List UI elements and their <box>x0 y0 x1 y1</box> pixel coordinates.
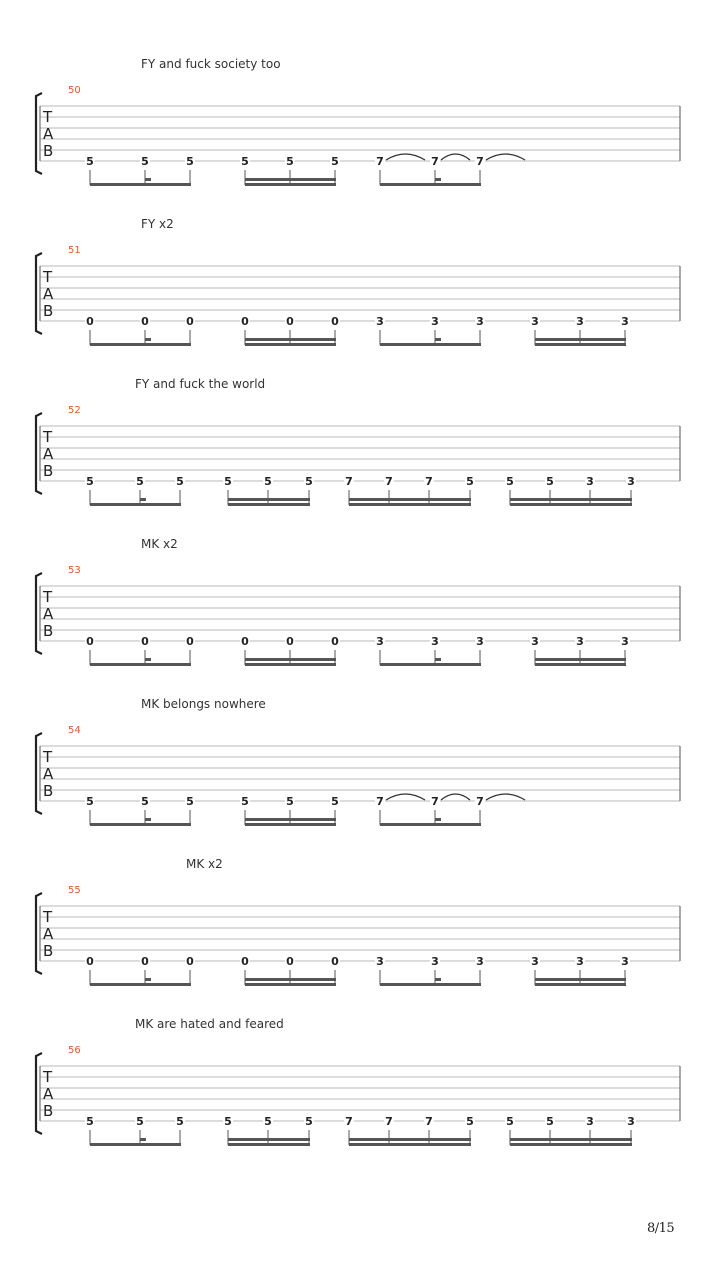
system-bracket <box>36 573 42 654</box>
beam <box>245 343 336 346</box>
fret-number: 3 <box>476 955 484 968</box>
tab-clef-letter: T <box>43 908 53 926</box>
beam-secondary <box>510 498 632 501</box>
tie-arc <box>386 154 425 160</box>
beam <box>380 823 481 826</box>
fret-number: 7 <box>476 155 484 168</box>
fret-number: 3 <box>586 1115 594 1128</box>
tie-arc <box>386 794 425 800</box>
lyric-text: MK x2 <box>141 537 178 551</box>
tab-clef-letter: T <box>43 1068 53 1086</box>
beam-secondary <box>245 978 336 981</box>
fret-number: 3 <box>576 635 584 648</box>
beam-secondary <box>535 978 626 981</box>
tab-system-56 <box>36 1017 680 1146</box>
fret-number: 5 <box>506 475 514 488</box>
beam-stub <box>435 338 441 341</box>
fret-number: 7 <box>476 795 484 808</box>
beam-stub <box>435 818 441 821</box>
fret-number: 3 <box>576 955 584 968</box>
beam <box>510 503 632 506</box>
beam-secondary <box>228 1138 310 1141</box>
fret-number: 3 <box>627 475 635 488</box>
lyric-text: MK x2 <box>186 857 223 871</box>
tie-arc <box>441 794 470 800</box>
lyric-text: MK belongs nowhere <box>141 697 266 711</box>
fret-number: 0 <box>186 635 194 648</box>
fret-number: 0 <box>86 635 94 648</box>
beam <box>535 983 626 986</box>
beam <box>380 183 481 186</box>
beam <box>90 183 191 186</box>
tab-clef-letter: B <box>43 1102 54 1120</box>
beam <box>245 663 336 666</box>
tab-clef-letter: B <box>43 142 54 160</box>
tie-arc <box>486 154 525 160</box>
beam-secondary <box>245 338 336 341</box>
beam-secondary <box>245 818 336 821</box>
fret-number: 5 <box>176 475 184 488</box>
tie-arc <box>441 154 470 160</box>
fret-number: 3 <box>431 955 439 968</box>
fret-number: 0 <box>286 955 294 968</box>
measure-number: 54 <box>68 725 81 736</box>
fret-number: 7 <box>376 795 384 808</box>
beam-secondary <box>349 498 471 501</box>
beam-stub <box>145 178 151 181</box>
fret-number: 0 <box>331 955 339 968</box>
fret-number: 0 <box>141 635 149 648</box>
beam-stub <box>435 178 441 181</box>
fret-number: 5 <box>286 795 294 808</box>
tab-clef-letter: T <box>43 748 53 766</box>
fret-number: 5 <box>224 1115 232 1128</box>
fret-number: 0 <box>331 635 339 648</box>
lyric-text: FY x2 <box>141 217 174 231</box>
beam-stub <box>435 978 441 981</box>
beam-stub <box>435 658 441 661</box>
tab-clef-letter: T <box>43 268 53 286</box>
beam <box>380 663 481 666</box>
beam-secondary <box>245 178 336 181</box>
fret-number: 0 <box>186 955 194 968</box>
beam <box>90 343 191 346</box>
tab-clef-letter: A <box>43 925 54 943</box>
fret-number: 5 <box>546 475 554 488</box>
system-bracket <box>36 93 42 174</box>
fret-number: 3 <box>376 635 384 648</box>
measure-number: 51 <box>68 245 81 256</box>
system-bracket <box>36 413 42 494</box>
tab-system-55 <box>36 857 680 986</box>
tab-clef-letter: A <box>43 445 54 463</box>
beam-secondary <box>245 658 336 661</box>
fret-number: 7 <box>345 1115 353 1128</box>
beam <box>90 1143 181 1146</box>
page-number: 8/15 <box>647 1221 675 1236</box>
tab-clef-letter: A <box>43 125 54 143</box>
beam-stub <box>145 978 151 981</box>
fret-number: 3 <box>376 955 384 968</box>
fret-number: 5 <box>186 795 194 808</box>
fret-number: 5 <box>176 1115 184 1128</box>
lyric-text: FY and fuck the world <box>135 377 266 391</box>
fret-number: 0 <box>331 315 339 328</box>
fret-number: 5 <box>264 475 272 488</box>
fret-number: 5 <box>136 475 144 488</box>
fret-number: 5 <box>86 475 94 488</box>
fret-number: 3 <box>586 475 594 488</box>
beam <box>380 343 481 346</box>
beam <box>535 663 626 666</box>
fret-number: 3 <box>531 635 539 648</box>
fret-number: 0 <box>86 955 94 968</box>
fret-number: 3 <box>476 635 484 648</box>
tab-clef-letter: B <box>43 782 54 800</box>
beam-secondary <box>535 658 626 661</box>
tab-system-53 <box>36 537 680 666</box>
fret-number: 5 <box>141 795 149 808</box>
fret-number: 5 <box>506 1115 514 1128</box>
fret-number: 0 <box>186 315 194 328</box>
fret-number: 7 <box>385 1115 393 1128</box>
fret-number: 7 <box>425 475 433 488</box>
fret-number: 7 <box>376 155 384 168</box>
fret-number: 5 <box>331 155 339 168</box>
fret-number: 5 <box>224 475 232 488</box>
fret-number: 5 <box>305 475 313 488</box>
fret-number: 3 <box>621 955 629 968</box>
system-bracket <box>36 893 42 974</box>
system-bracket <box>36 733 42 814</box>
fret-number: 0 <box>141 315 149 328</box>
fret-number: 5 <box>305 1115 313 1128</box>
fret-number: 5 <box>546 1115 554 1128</box>
beam-secondary <box>228 498 310 501</box>
fret-number: 5 <box>86 795 94 808</box>
beam-secondary <box>349 1138 471 1141</box>
tab-clef-letter: A <box>43 285 54 303</box>
fret-number: 5 <box>264 1115 272 1128</box>
fret-number: 5 <box>286 155 294 168</box>
fret-number: 7 <box>431 795 439 808</box>
tie-arc <box>486 794 525 800</box>
beam <box>228 1143 310 1146</box>
system-bracket <box>36 1053 42 1134</box>
fret-number: 3 <box>531 955 539 968</box>
measure-number: 53 <box>68 565 81 576</box>
measure-number: 52 <box>68 405 81 416</box>
fret-number: 7 <box>385 475 393 488</box>
fret-number: 5 <box>466 1115 474 1128</box>
beam-stub <box>145 818 151 821</box>
beam <box>245 983 336 986</box>
fret-number: 5 <box>331 795 339 808</box>
tab-clef-letter: T <box>43 588 53 606</box>
tab-clef-letter: T <box>43 428 53 446</box>
tab-system-50 <box>36 57 680 186</box>
beam-stub <box>140 498 146 501</box>
fret-number: 5 <box>241 795 249 808</box>
lyric-text: FY and fuck society too <box>141 57 281 71</box>
fret-number: 0 <box>286 315 294 328</box>
beam-secondary <box>510 1138 632 1141</box>
fret-number: 3 <box>621 635 629 648</box>
tab-clef-letter: A <box>43 605 54 623</box>
beam <box>380 983 481 986</box>
fret-number: 3 <box>531 315 539 328</box>
fret-number: 0 <box>141 955 149 968</box>
beam-stub <box>145 658 151 661</box>
lyric-text: MK are hated and feared <box>135 1017 284 1031</box>
fret-number: 3 <box>576 315 584 328</box>
fret-number: 3 <box>621 315 629 328</box>
fret-number: 3 <box>627 1115 635 1128</box>
fret-number: 0 <box>86 315 94 328</box>
beam <box>90 983 191 986</box>
fret-number: 3 <box>476 315 484 328</box>
tab-clef-letter: B <box>43 942 54 960</box>
fret-number: 5 <box>141 155 149 168</box>
tab-clef-letter: B <box>43 622 54 640</box>
measure-number: 56 <box>68 1045 81 1056</box>
beam <box>510 1143 632 1146</box>
fret-number: 5 <box>136 1115 144 1128</box>
beam <box>228 503 310 506</box>
fret-number: 5 <box>86 1115 94 1128</box>
tab-clef-letter: A <box>43 765 54 783</box>
beam <box>90 663 191 666</box>
tab-clef-letter: A <box>43 1085 54 1103</box>
fret-number: 7 <box>425 1115 433 1128</box>
beam <box>90 503 181 506</box>
beam <box>349 1143 471 1146</box>
fret-number: 3 <box>376 315 384 328</box>
beam-stub <box>145 338 151 341</box>
fret-number: 3 <box>431 315 439 328</box>
tab-system-52 <box>36 377 680 506</box>
tab-system-54 <box>36 697 680 826</box>
fret-number: 0 <box>241 955 249 968</box>
fret-number: 3 <box>431 635 439 648</box>
tab-system-51 <box>36 217 680 346</box>
beam-secondary <box>535 338 626 341</box>
tab-clef-letter: T <box>43 108 53 126</box>
fret-number: 5 <box>466 475 474 488</box>
fret-number: 0 <box>241 315 249 328</box>
fret-number: 5 <box>186 155 194 168</box>
beam <box>535 343 626 346</box>
beam <box>245 823 336 826</box>
beam <box>349 503 471 506</box>
system-bracket <box>36 253 42 334</box>
fret-number: 7 <box>345 475 353 488</box>
fret-number: 5 <box>241 155 249 168</box>
measure-number: 55 <box>68 885 81 896</box>
measure-number: 50 <box>68 85 81 96</box>
fret-number: 5 <box>86 155 94 168</box>
fret-number: 7 <box>431 155 439 168</box>
fret-number: 0 <box>286 635 294 648</box>
tab-clef-letter: B <box>43 462 54 480</box>
beam-stub <box>140 1138 146 1141</box>
fret-number: 0 <box>241 635 249 648</box>
beam <box>90 823 191 826</box>
tab-clef-letter: B <box>43 302 54 320</box>
beam <box>245 183 336 186</box>
